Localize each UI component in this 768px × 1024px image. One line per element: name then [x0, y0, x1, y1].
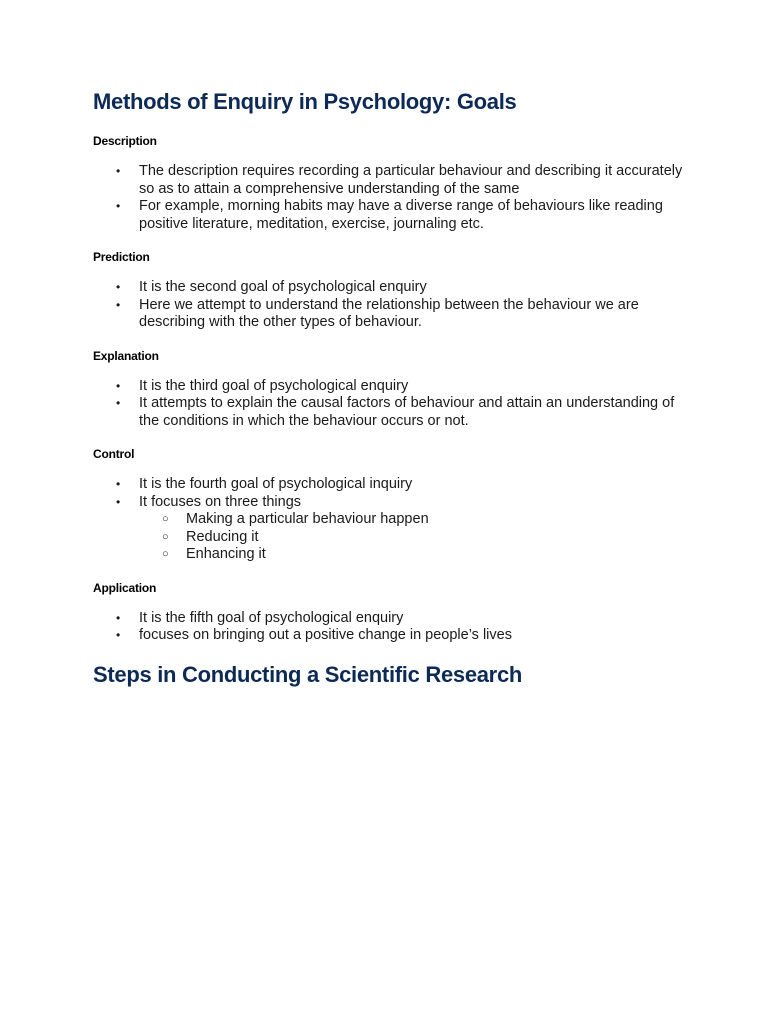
list-item: • It is the fourth goal of psychological inquiry	[116, 476, 413, 492]
list-item: • It is the third goal of psychological enquiry	[116, 377, 409, 394]
list-item: • It is the second goal of psychological enquiry	[116, 279, 427, 295]
section-application	[93, 580, 693, 645]
bullet-icon: •	[116, 610, 121, 625]
section-heading-explanation: Explanation	[93, 348, 159, 363]
hollow-bullet-icon: ○	[162, 513, 169, 525]
list-item: • Here we attempt to understand the relationship between the behaviour we are describing with the other types of behaviour.	[116, 296, 639, 330]
document-page	[93, 84, 693, 691]
list-item: • For example, morning habits may have a diverse range of behaviours like reading positive literature, meditation, exercise, journaling etc.	[116, 198, 663, 232]
section-heading-control: Control	[93, 447, 135, 461]
bullet-icon: •	[116, 164, 121, 178]
sub-list-item: ○ Making a particular behaviour happen	[162, 511, 429, 527]
section-description	[93, 133, 693, 233]
section-heading-prediction: Prediction	[93, 250, 150, 264]
list-item: • The description requires recording a particular behaviour and describing it accurately so as to attain a comprehensive understanding of the same	[116, 163, 683, 197]
list-item: • focuses on bringing out a positive change in people’s lives	[116, 627, 512, 643]
section-heading-application: Application	[93, 580, 157, 595]
bullet-list-control	[93, 476, 693, 564]
hollow-bullet-icon: ○	[162, 548, 169, 560]
list-item: • It focuses on three things ○ Making a particular behaviour happen ○ Reducing it ○ Enhancing it	[93, 494, 693, 564]
bullet-icon: •	[116, 396, 121, 410]
list-item: • It is the fifth goal of psychological enquiry	[116, 609, 404, 626]
bullet-icon: •	[116, 628, 121, 642]
bullet-icon: •	[116, 378, 121, 393]
list-item: • It attempts to explain the causal factors of behaviour and attain an understanding of the conditions in which the behaviour occurs or not.	[116, 395, 675, 429]
section-title-steps: Steps in Conducting a Scientific Research	[93, 661, 523, 687]
section-prediction	[93, 249, 693, 332]
page-title: Methods of Enquiry in Psychology: Goals	[93, 89, 517, 114]
bullet-list-prediction	[93, 279, 693, 332]
section-heading-description: Description	[93, 134, 157, 148]
bullet-icon: •	[116, 477, 121, 491]
sub-list-item: ○ Reducing it	[162, 528, 259, 545]
sub-bullet-list-control	[139, 511, 693, 564]
bullet-list-explanation	[93, 378, 693, 431]
bullet-icon: •	[116, 280, 121, 294]
section-explanation	[93, 348, 693, 431]
section-control	[93, 446, 693, 564]
sublist-container	[93, 511, 693, 564]
sub-list-item: ○ Enhancing it	[162, 546, 266, 562]
hollow-bullet-icon: ○	[162, 530, 169, 543]
bullet-list-application	[93, 610, 693, 645]
bullet-icon: •	[116, 199, 121, 213]
bullet-icon: •	[116, 297, 121, 312]
bullet-list-description	[93, 163, 693, 233]
bullet-icon: •	[116, 494, 121, 509]
